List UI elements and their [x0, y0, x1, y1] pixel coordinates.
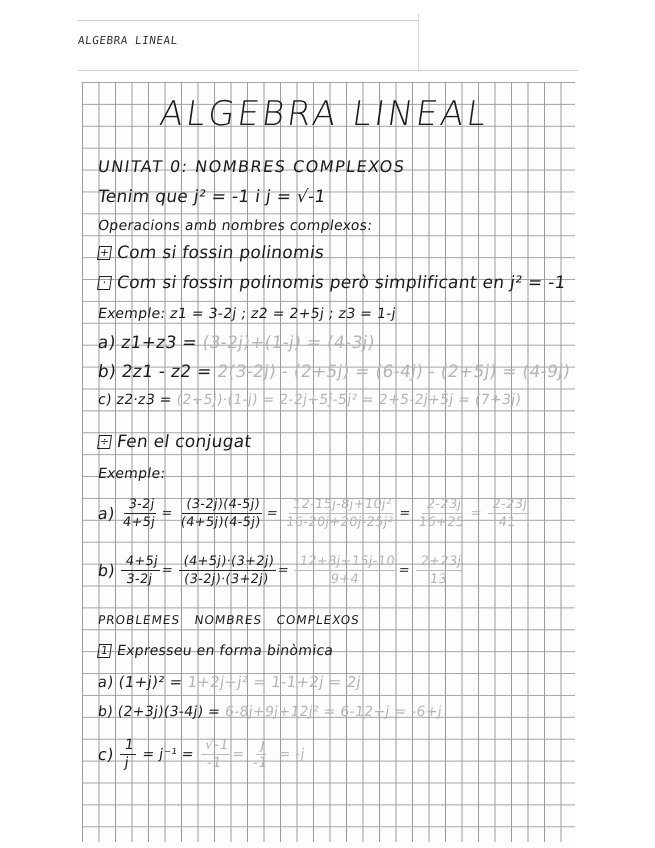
problem-b-faint: 6-8j+9j+12j² = 6-12+j = -6+j: [223, 704, 443, 720]
fraction-denominator: 41: [497, 515, 517, 530]
problem-c-frac2: [249, 737, 274, 772]
fraction-b-lhs: [119, 553, 162, 588]
fraction-b-step1: [177, 553, 278, 588]
op-add: [97, 243, 326, 263]
dot-box-icon: ·: [97, 276, 112, 290]
fraction-row-a: a) $\frac{3-2j}{4+5j}$ = $\frac{(3-2j)(4-5j)}{(4+5j)(4-5j)}$ = $\frac{\text{12-15j-8j+10j²}}{\text{16-20j+20j-25j²}}$ = $\frac{2-23j}{16+25}$ = $\frac{2-23j}{41}$: [96, 496, 534, 531]
fraction-a-lhs: [119, 496, 162, 531]
example-definition: Exemple: z1 = 3-2j ; z2 = 2+5j ; z3 = 1-j: [96, 306, 397, 322]
fraction-a-step4: [486, 496, 532, 531]
fraction-numerator: 4+5j: [121, 553, 162, 571]
problem-c-end: = -j: [277, 746, 306, 763]
fraction-a-label: a): [96, 504, 116, 523]
fraction-numerator: (4+5j)·(3+2j): [179, 553, 278, 571]
problem-c-frac1: [198, 737, 233, 772]
fraction-denominator: -1: [251, 755, 269, 771]
fraction-a-step1: [177, 496, 268, 531]
problem-a-faint: 1+2j+j² = 1-1+2j = 2j: [186, 673, 363, 691]
div-heading: [97, 432, 253, 452]
problem-b-hand: b) (2+3j)(3-4j) =: [96, 704, 222, 720]
operations-heading: Operacions amb nombres complexos:: [96, 218, 374, 234]
example-b-hand: b) 2z1 - z2 =: [96, 362, 214, 382]
fraction-b-step3: [414, 553, 466, 588]
header-rule-bottom: [78, 70, 578, 71]
fraction-denominator: 16-20j+20j-25j²: [285, 515, 395, 530]
fraction-denominator: 16+25: [417, 515, 466, 530]
fraction-b-label: b): [96, 561, 117, 580]
fraction-numerator: √-1: [200, 737, 232, 755]
page-title: ALGEBRA LINEAL: [157, 94, 492, 134]
problem-c-lhs: [118, 737, 138, 772]
example-b: [97, 362, 572, 382]
fraction-numerator: (3-2j)(4-5j): [182, 496, 264, 514]
fraction-numerator: 12-15j-8j+10j²: [289, 496, 396, 514]
fraction-denominator: j: [123, 755, 131, 771]
problem-b: [97, 704, 443, 720]
definition: Tenim que j² = -1 i j = √-1: [96, 187, 327, 207]
example-c-faint: (2+5j)·(1-j) = 2-2j+5j-5j² = 2+5-2j+5j = (7+3j): [175, 392, 523, 408]
fraction-denominator: 9+4: [329, 572, 360, 587]
problem-1-text: Expresseu en forma binòmica: [115, 643, 335, 659]
fraction-numerator: 3-2j: [124, 496, 159, 514]
example-a-hand: a) z1+z3 =: [96, 333, 199, 353]
problem-1: [97, 643, 335, 659]
fraction-a-step3: [415, 496, 471, 531]
fraction-row-b: b) $\frac{4+5j}{3-2j}$ = $\frac{(4+5j)\cdot(3+2j)}{(3-2j)\cdot(3+2j)}$ = $\frac{12+8j+15j-10}{9+4}$ = $\frac{2+23j}{13}$: [96, 553, 468, 588]
example-a-faint: (3-2j)+(1-j) = (4-3j): [201, 333, 376, 353]
fraction-denominator: (4+5j)(4-5j): [179, 515, 262, 530]
op-mul: [97, 273, 568, 293]
example-c-hand: c) z2·z3 =: [96, 392, 173, 408]
header-divider: [418, 14, 419, 72]
fraction-b-step2: [293, 553, 399, 588]
fraction-denominator: 4+5j: [121, 515, 157, 530]
example-c: [97, 392, 522, 408]
problem-a-hand: a) (1+j)² =: [96, 673, 184, 691]
example-a: [97, 333, 376, 353]
header-rule-top: [78, 20, 418, 21]
fraction-denominator: 13: [428, 572, 448, 587]
divide-box-icon: ÷: [98, 435, 111, 448]
fraction-numerator: 2+23j: [416, 553, 465, 571]
fraction-a-step2: [282, 496, 400, 531]
fraction-denominator: -1: [205, 755, 223, 771]
problem-c-label: c): [96, 745, 115, 764]
fraction-denominator: 3-2j: [125, 572, 154, 587]
header-title: ALGEBRA LINEAL: [77, 34, 179, 47]
example-b-faint: 2(3-2j) - (2+5j) = (6-4j) - (2+5j) = (4-9j): [215, 362, 572, 382]
problem-number-box: 1: [97, 644, 112, 658]
fraction-numerator: 1: [120, 737, 138, 755]
fraction-numerator: j: [256, 737, 269, 755]
op-add-text: Com si fossin polinomis: [115, 243, 326, 263]
div-heading-text: Fen el conjugat: [115, 432, 253, 452]
problem-a: [97, 673, 363, 691]
plus-box-icon: +: [98, 246, 111, 259]
fraction-denominator: (3-2j)·(3+2j): [183, 572, 270, 587]
problem-c: c) $\frac{1}{j}$ = j⁻¹ = $\frac{√-1}{-1}$ = $\frac{j}{-1}$ = -j: [96, 737, 306, 771]
unit-heading: UNITAT 0: NOMBRES COMPLEXOS: [96, 157, 407, 176]
example2-label: Exemple:: [96, 466, 167, 482]
op-mul-text: Com si fossin polinomis però simplificant en j² = -1: [115, 273, 568, 293]
fraction-numerator: 12+8j+15j-10: [295, 553, 399, 571]
problem-c-mid: = j⁻¹ =: [141, 746, 195, 763]
fraction-numerator: 2-23j: [422, 496, 465, 514]
fraction-numerator: 2-23j: [488, 496, 531, 514]
problems-heading: PROBLEMES NOMBRES COMPLEXOS: [97, 613, 361, 627]
